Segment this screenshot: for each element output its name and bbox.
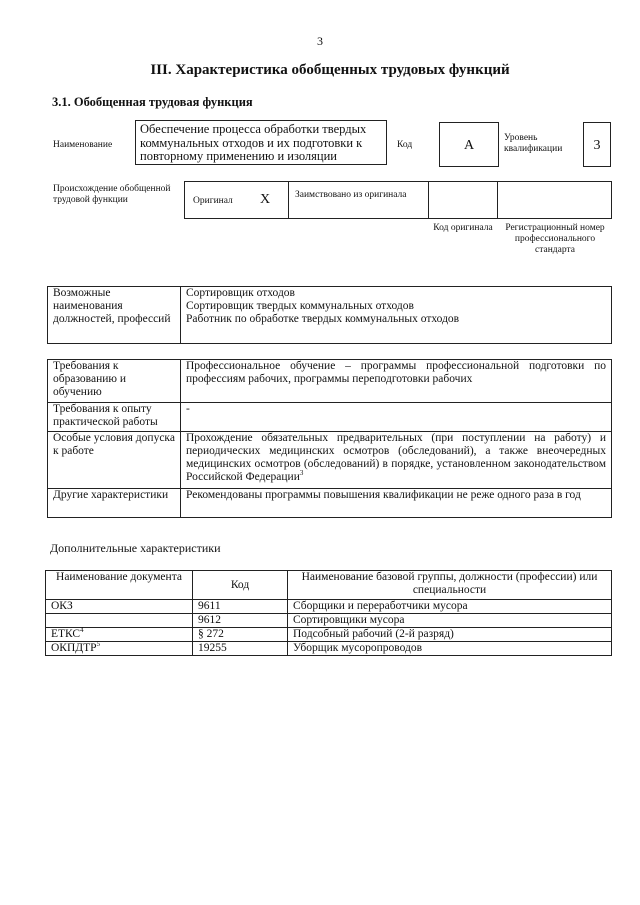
table-row [46, 628, 612, 642]
table-row [48, 403, 612, 432]
requirement-value: Рекомендованы программы повышения квалификации не реже одного раза в год [181, 489, 612, 518]
table-row [46, 614, 612, 628]
registration-number-caption: Регистрационный номер профессионального стандарта [505, 223, 605, 255]
table-row [48, 432, 612, 489]
doc-cell [46, 600, 193, 614]
code-cell: 9611 [193, 600, 288, 614]
position-item: Работник по обработке твердых коммунальных отходов [186, 313, 460, 325]
page-number: 3 [317, 34, 323, 48]
header-name: Наименование базовой группы, должности (профессии) или специальности [288, 571, 612, 600]
requirement-text: Прохождение обязательных предварительных (при поступлении на работу) и периодических медицинских осмотров (обследований), а также внеочередных медицинских осмотров (обследований) в порядке, установленном законодательством Российской Федерации [186, 432, 606, 483]
requirement-label: Требования к образованию и обучению [48, 360, 181, 403]
original-mark: X [260, 192, 271, 207]
origin-divider [288, 181, 289, 219]
positions-label: Возможные наименования должностей, профессий [48, 287, 181, 344]
code-original-caption: Код оригинала [433, 223, 493, 233]
table-row [48, 489, 612, 518]
doc-cell [46, 642, 193, 656]
doc-name: ОКЗ [51, 600, 73, 612]
additional-title: Дополнительные характеристики [50, 541, 221, 555]
positions-table [47, 286, 612, 344]
requirements-table [47, 359, 612, 518]
function-code-value: А [439, 122, 499, 167]
code-cell: § 272 [193, 628, 288, 642]
level-value: 3 [583, 122, 611, 167]
origin-label: Происхождение обобщенной трудовой функции [53, 184, 171, 205]
code-cell: 9612 [193, 614, 288, 628]
code-label: Код [397, 140, 413, 150]
footnote-marker: 4 [80, 626, 84, 635]
requirement-value: Профессиональное обучение – программы профессиональной подготовки по профессиям рабочих, программы переподготовки рабочих [181, 360, 612, 403]
requirement-value: - [181, 403, 612, 432]
requirement-value [181, 432, 612, 489]
header-document: Наименование документа [46, 571, 193, 600]
original-label: Оригинал [193, 196, 233, 206]
borrowed-label: Заимствовано из оригинала [295, 190, 407, 200]
header-code: Код [193, 571, 288, 600]
requirement-label: Требования к опыту практической работы [48, 403, 181, 432]
doc-cell [46, 628, 193, 642]
table-row [48, 360, 612, 403]
function-name-value: Обеспечение процесса обработки твердых коммунальных отходов и их подготовки к повторному применению и изоляции [135, 120, 387, 165]
doc-name: ЕТКС [51, 628, 81, 640]
footnote-marker: 3 [299, 469, 304, 478]
table-row [46, 642, 612, 656]
origin-divider [428, 181, 429, 219]
name-cell: Сортировщики мусора [288, 614, 612, 628]
positions-list [181, 287, 612, 344]
name-cell: Уборщик мусоропроводов [288, 642, 612, 656]
level-label: Уровень квалификации [504, 133, 563, 154]
position-item: Сортировщик отходов [186, 287, 295, 299]
doc-name: ОКПДТР [51, 642, 97, 654]
name-cell: Сборщики и переработчики мусора [288, 600, 612, 614]
name-cell: Подсобный рабочий (2-й разряд) [288, 628, 612, 642]
footnote-marker: 5 [96, 640, 101, 649]
origin-divider [497, 181, 498, 219]
table-row [46, 600, 612, 614]
subsection-title: 3.1. Обобщенная трудовая функция [52, 95, 253, 109]
requirement-label: Другие характеристики [48, 489, 181, 518]
additional-table [45, 570, 612, 656]
position-item: Сортировщик твердых коммунальных отходов [186, 300, 414, 312]
code-cell: 19255 [193, 642, 288, 656]
name-label: Наименование [53, 140, 113, 150]
requirement-label: Особые условия допуска к работе [48, 432, 181, 489]
doc-cell [46, 614, 193, 628]
table-header-row [46, 571, 612, 600]
section-title: III. Характеристика обобщенных трудовых функций [150, 62, 510, 78]
